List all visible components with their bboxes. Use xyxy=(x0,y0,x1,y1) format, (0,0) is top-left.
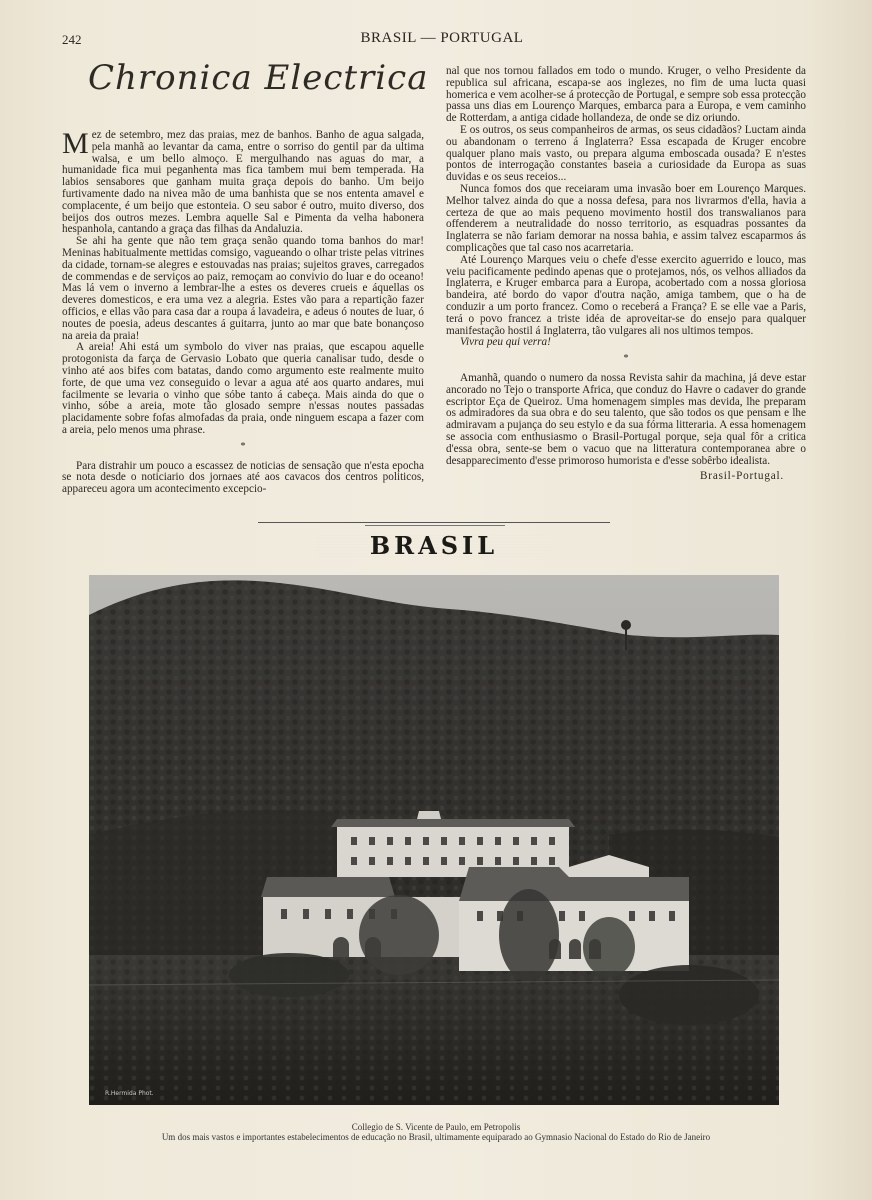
article-title: Chronica Electrica xyxy=(88,58,429,98)
paragraph: A areia! Ahi está um symbolo do viver nas praias, que escapou aquelle protogonista da farça de Gervasio Lobato que queria canalisar tudo, desde o vinho até aos bifes com batatas, dando como argumento este realmente muito forte, de que uma vez conseguido o levar a agua até aos quarto andares, mui facilmente se levaria o vinho que sóbe tanto á cabeça. Mais ainda do que o vinho, sóbe a areia, mote tão glosado sempre n'essas noutes passadas placidamente sobre fofas almofadas da praia, onde ninguem escapa a fazer com a areia, pelo menos uma phrase. xyxy=(62,341,424,436)
article-signature: Brasil-Portugal. xyxy=(700,470,784,483)
section-heading: BRASIL xyxy=(316,533,552,559)
section-asterism: * xyxy=(623,353,629,365)
college-photograph xyxy=(89,575,779,1105)
paragraph xyxy=(62,127,424,236)
photo-caption-title: Collegio de S. Vicente de Paulo, em Petropolis xyxy=(351,1122,521,1132)
paragraph: Se ahi ha gente que não tem graça senão quando toma banhos do mar! Meninas habitualmente mettidas comsigo, vagueando o olhar triste pelas vitrines da cidade, tornam-se alegres e estouvadas nas praias; sujeitos graves, carregados de commendas e de serviços ao paiz, remoçam ao convivio do luar e do oceano! Mas lá vem o inverno a lembrar-lhe a estes os deveres crueis e áquellas os deveres domesticos, e era uma vez a alegria. Estes vão para a repartição fazer officios, e ellas vão para casa dar a roupa á lavadeira, e adeus ó noutes de luar, ó noutes de poesia, adeus descantes á guitarra, junto ao mar que bate bonançoso na areia da praia! xyxy=(62,235,424,342)
photo-credit: R.Hermida Phot. xyxy=(105,1090,154,1097)
paragraph: Para distrahir um pouco a escassez de noticias de sensação que n'esta epocha se nota desde o noticiario dos jornaes até aos cavacos dos centros politicos, appareceu agora um acontecimento excepcio- xyxy=(62,459,424,496)
section-asterism: * xyxy=(240,440,246,452)
photo-caption-text: Um dos mais vastos e importantes estabelecimentos de educação no Brasil, ultimamente equiparado ao Gymnasio Nacional do Estado do Rio de Janeiro xyxy=(161,1132,711,1142)
paragraph: Até Lourenço Marques veiu o chefe d'esse exercito aguerrido e louco, mas veiu pacificamente pedindo apenas que o protejamos, nós, os velhos alliados da Inglaterra, e Kruger embarca para a Europa, acobertado com a nossa gloriosa bandeira, até bordo do vapor d'outra nação, amiga tambem, que o ha de conduzir a um porto francez. Como o receberá a França? E se elle vae a Paris, terá o povo francez a triste idéa de aproveitar-se do ensejo para qualquer manifestação hostil á Inglaterra, tão vulgares ali nos ultimos tempos. xyxy=(446,253,806,337)
running-head: BRASIL — PORTUGAL xyxy=(360,30,524,46)
photo-illustration xyxy=(89,575,779,1105)
article-left-column xyxy=(62,127,424,496)
page-header xyxy=(62,30,822,50)
paragraph: Nunca fomos dos que receiaram uma invasão boer em Lourenço Marques. Melhor talvez ainda do que a nossa defesa, para nos livrarmos d'ella, havia a certeza de que ao mais pequeno movimento hostil dos transwalianos para offenderem a neutralidade do nosso territorio, as esquadras possantes da Inglaterra se não fariam demorar na nossa bahia, e assim talvez escaparmos ás complicações que tal caso nos acarretaria. xyxy=(446,182,806,254)
divider-rule xyxy=(258,522,610,523)
drop-cap: M xyxy=(62,127,89,160)
paragraph-text: ez de setembro, mez das praias, mez de banhos. Banho de agua salgada, pela manhã ao levantar da cama, entre o sorriso do gentil par da ultima walsa, e um bello almoço. E mergulhando nas aguas do mar, a humanidade fica mui peganhenta mas fica tambem mui bem temperada. Ha labios sensabores que ganham muita graça depois do banho. Um beijo furtivamente dado na nivea mão de uma banhista que se nos ententa amavel e complacente, é um beijo que estonteia. O seu sabor é outro, muito diverso, dos beijos dos outros mezes. Lembra aquelle Sal e Pimenta da velha habonera hespanhola, cantando a graça das filhas da Andaluzia. xyxy=(62,129,424,236)
divider-rule xyxy=(365,525,505,526)
article-right-column xyxy=(446,66,806,483)
page-number: 242 xyxy=(62,32,82,47)
paragraph: Amanhã, quando o numero da nossa Revista sahir da machina, já deve estar ancorado no Tejo o transporte Africa, que conduz do Havre o cadaver do grande escriptor Eça de Queiroz. Uma homenagem simples mas devida, lhe preparam os admiradores da sua obra e do seu talento, que são todos os que pensam e lhe admiravam a pujança do seu estylo e da sua fórma litteraria. A essa homenagem se associa com enthusiasmo o Brasil-Portugal porque, seja qual fôr a critica d'essa obra, sente-se bem o vacuo que na litteratura contemporanea abre o desapparecimento d'esse primoroso humorista e d'esse sobêrbo idealista. xyxy=(446,371,806,467)
paragraph: E os outros, os seus companheiros de armas, os seus cidadãos? Luctam ainda ou abandonam o terreno á Inglaterra? Essa escapada de Kruger encobre qualquer plano mais vasto, ou prepara alguma emboscada ousada? E n'estes pontos de interrogação constantes baseia a curiosidade da Europa as suas duvidas e os seus receios... xyxy=(446,123,806,184)
paragraph: nal que nos tornou fallados em todo o mundo. Kruger, o velho Presidente da republica sul africana, escapa-se aos inglezes, no fim de uma lucta quasi homerica e vem acolher-se á protecção de Portugal, e sempre sob essa protecção passa uns dias em Lourenço Marques, embarca para a Europa, e vem caminho de Rotterdam, a antiga cidade hollandeza, de onde se diz oriundo. xyxy=(446,65,806,125)
paragraph-quote: Vivra peu qui verra! xyxy=(460,336,551,349)
